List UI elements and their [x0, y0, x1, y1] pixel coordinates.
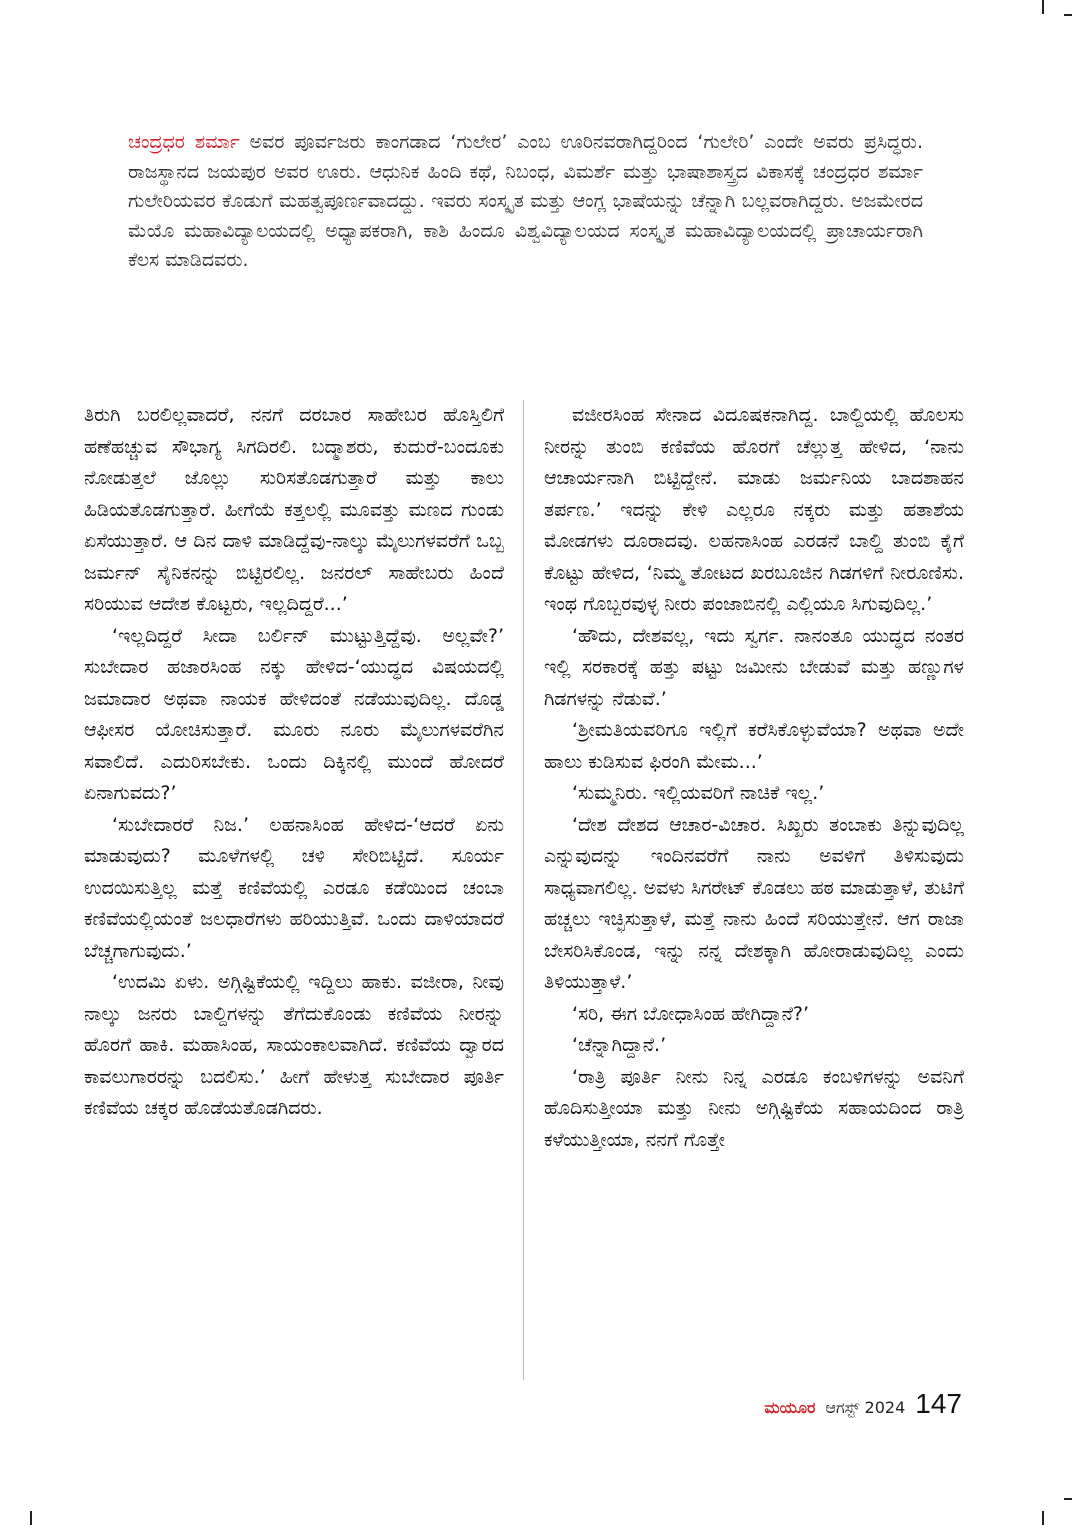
- crop-mark-bottom-right: [1042, 1511, 1044, 1525]
- column-divider: [523, 400, 524, 1380]
- intro-text: ಅವರ ಪೂರ್ವಜರು ಕಾಂಗಡಾದ ‘ಗುಲೇರ’ ಎಂಬ ಊರಿನವರಾಗಿದ್ದರಿಂದ ‘ಗುಲೇರಿ’ ಎಂದೇ ಅವರು ಪ್ರಸಿದ್ಧರು. ರಾಜಸ್ಥಾನದ ಜಯಪುರ ಅವರ ಊರು. ಆಧುನಿಕ ಹಿಂದಿ ಕಥೆ, ನಿಬಂಧ, ವಿಮರ್ಶೆ ಮತ್ತು ಭಾಷಾಶಾಸ್ತ್ರದ ವಿಕಾಸಕ್ಕೆ ಚಂದ್ರಧರ ಶರ್ಮಾ ಗುಲೇರಿಯವರ ಕೊಡುಗೆ ಮಹತ್ವಪೂರ್ಣವಾದದ್ದು. ಇವರು ಸಂಸ್ಕೃತ ಮತ್ತು ಆಂಗ್ಲ ಭಾಷೆಯನ್ನು ಚೆನ್ನಾಗಿ ಬಲ್ಲವರಾಗಿದ್ದರು. ಅಜಮೇರದ ಮೆಯೊ ಮಹಾವಿದ್ಯಾಲಯದಲ್ಲಿ ಅಧ್ಯಾಪಕರಾಗಿ, ಕಾಶಿ ಹಿಂದೂ ವಿಶ್ವವಿದ್ಯಾಲಯದ ಸಂಸ್ಕೃತ ಮಹಾವಿದ್ಯಾಲಯದಲ್ಲಿ ಪ್ರಾಚಾರ್ಯರಾಗಿ ಕೆಲಸ ಮಾಡಿದವರು.: [128, 131, 923, 271]
- left-column: [84, 400, 504, 1125]
- crop-mark-right-lower: [1064, 1498, 1072, 1500]
- left-paragraph-1: ತಿರುಗಿ ಬರಲಿಲ್ಲವಾದರೆ, ನನಗೆ ದರಬಾರ ಸಾಹೇಬರ ಹೊಸ್ತಿಲಿಗೆ ಹಣೆಹಚ್ಚುವ ಸೌಭಾಗ್ಯ ಸಿಗದಿರಲಿ. ಬದ್ಮಾಶರು, ಕುದುರೆ-ಬಂದೂಕು ನೋಡುತ್ತಲೆ ಜೊಲ್ಲು ಸುರಿಸತೊಡಗುತ್ತಾರೆ ಮತ್ತು ಕಾಲು ಹಿಡಿಯತೊಡಗುತ್ತಾರೆ. ಹೀಗೆಯೆ ಕತ್ತಲಲ್ಲಿ ಮೂವತ್ತು ಮಣದ ಗುಂಡು ಏಸೆಯುತ್ತಾರೆ. ಆ ದಿನ ದಾಳಿ ಮಾಡಿದ್ದೆವು-ನಾಲ್ಕು ಮೈಲುಗಳವರೆಗೆ ಒಬ್ಬ ಜರ್ಮನ್ ಸೈನಿಕನನ್ನು ಬಿಟ್ಟಿರಲಿಲ್ಲ. ಜನರಲ್ ಸಾಹೇಬರು ಹಿಂದೆ ಸರಿಯುವ ಆದೇಶ ಕೊಟ್ಟರು, ಇಲ್ಲದಿದ್ದರೆ...’: [84, 404, 504, 615]
- right-paragraph-6: ‘ಸರಿ, ಈಗ ಬೋಧಾಸಿಂಹ ಹೇಗಿದ್ದಾನೆ?’: [572, 1002, 810, 1025]
- right-paragraph-8: ‘ರಾತ್ರಿ ಪೂರ್ತಿ ನೀನು ನಿನ್ನ ಎರಡೂ ಕಂಬಳಿಗಳನ್ನು ಅವನಿಗೆ ಹೊದಿಸುತ್ತೀಯಾ ಮತ್ತು ನೀನು ಅಗ್ಗಿಷ್ಟಿಕೆಯ ಸಹಾಯದಿಂದ ರಾತ್ರಿ ಕಳೆಯುತ್ತೀಯಾ, ನನಗೆ ಗೊತ್ತೇ: [544, 1065, 964, 1151]
- left-paragraph-3: ‘ಸುಬೇದಾರರೆ ನಿಜ.’ ಲಹನಾಸಿಂಹ ಹೇಳಿದ-‘ಆದರೆ ಏನು ಮಾಡುವುದು? ಮೂಳೆಗಳಲ್ಲಿ ಚಳಿ ಸೇರಿಬಿಟ್ಟಿದೆ. ಸೂರ್ಯ ಉದಯಿಸುತ್ತಿಲ್ಲ ಮತ್ತೆ ಕಣಿವೆಯಲ್ಲಿ ಎರಡೂ ಕಡೆಯಿಂದ ಚಂಬಾ ಕಣಿವೆಯಲ್ಲಿಯಂತೆ ಜಲಧಾರೆಗಳು ಹರಿಯುತ್ತಿವೆ. ಒಂದು ದಾಳಿಯಾದರೆ ಬೆಚ್ಚಗಾಗುವುದು.’: [84, 813, 504, 962]
- right-paragraph-2: ‘ಹೌದು, ದೇಶವಲ್ಲ, ಇದು ಸ್ವರ್ಗ. ನಾನಂತೂ ಯುದ್ಧದ ನಂತರ ಇಲ್ಲಿ ಸರಕಾರಕ್ಕೆ ಹತ್ತು ಪಟ್ಟು ಜಮೀನು ಬೇಡುವೆ ಮತ್ತು ಹಣ್ಣುಗಳ ಗಿಡಗಳನ್ನು ನೆಡುವೆ.’: [544, 624, 964, 710]
- crop-mark-right-upper: [1064, 14, 1072, 16]
- page-footer: [764, 1388, 962, 1420]
- page-number: 147: [915, 1388, 962, 1419]
- magazine-logo: ಮಯೂರ: [764, 1398, 816, 1417]
- right-paragraph-1: ವಜೀರಸಿಂಹ ಸೇನಾದ ವಿದೂಷಕನಾಗಿದ್ದ. ಬಾಲ್ದಿಯಲ್ಲಿ ಹೊಲಸು ನೀರನ್ನು ತುಂಬಿ ಕಣಿವೆಯ ಹೊರಗೆ ಚೆಲ್ಲುತ್ತ ಹೇಳಿದ, ‘ನಾನು ಆಚಾರ್ಯನಾಗಿ ಬಿಟ್ಟಿದ್ದೇನೆ. ಮಾಡು ಜರ್ಮನಿಯ ಬಾದಶಾಹನ ತರ್ಪಣ.’ ಇದನ್ನು ಕೇಳಿ ಎಲ್ಲರೂ ನಕ್ಕರು ಮತ್ತು ಹತಾಶೆಯ ಮೋಡಗಳು ದೂರಾದವು. ಲಹನಾಸಿಂಹ ಎರಡನೆ ಬಾಲ್ದಿ ತುಂಬಿ ಕೈಗೆ ಕೊಟ್ಟು ಹೇಳಿದ, ‘ನಿಮ್ಮ ತೋಟದ ಖರಬೂಜಿನ ಗಿಡಗಳಿಗೆ ನೀರೂಣಿಸು. ಇಂಥ ಗೊಬ್ಬರವುಳ್ಳ ನೀರು ಪಂಜಾಬಿನಲ್ಲಿ ಎಲ್ಲಿಯೂ ಸಿಗುವುದಿಲ್ಲ.’: [544, 404, 964, 615]
- intro-paragraph: [128, 128, 923, 276]
- right-paragraph-5: ‘ದೇಶ ದೇಶದ ಆಚಾರ-ವಿಚಾರ. ಸಿಖ್ಖರು ತಂಬಾಕು ತಿನ್ನುವುದಿಲ್ಲ ಎನ್ನುವುದನ್ನು ಇಂದಿನವರೆಗೆ ನಾನು ಅವಳಿಗೆ ತಿಳಿಸುವುದು ಸಾಧ್ಯವಾಗಲಿಲ್ಲ. ಅವಳು ಸಿಗರೇಟ್ ಕೊಡಲು ಹಠ ಮಾಡುತ್ತಾಳೆ, ತುಟಿಗೆ ಹಚ್ಚಲು ಇಚ್ಛಿಸುತ್ತಾಳೆ, ಮತ್ತೆ ನಾನು ಹಿಂದೆ ಸರಿಯುತ್ತೇನೆ. ಆಗ ರಾಜಾ ಬೇಸರಿಸಿಕೊಂಡ, ಇನ್ನು ನನ್ನ ದೇಶಕ್ಕಾಗಿ ಹೋರಾಡುವುದಿಲ್ಲ ಎಂದು ತಿಳಿಯುತ್ತಾಳೆ.’: [544, 813, 964, 993]
- left-paragraph-4: ‘ಉದಮಿ ಏಳು. ಅಗ್ಗಿಷ್ಟಿಕೆಯಲ್ಲಿ ಇದ್ದಿಲು ಹಾಕು. ವಜೀರಾ, ನೀವು ನಾಲ್ಕು ಜನರು ಬಾಲ್ದಿಗಳನ್ನು ತೆಗೆದುಕೊಂಡು ಕಣಿವೆಯ ನೀರನ್ನು ಹೊರಗೆ ಹಾಕಿ. ಮಹಾಸಿಂಹ, ಸಾಯಂಕಾಲವಾಗಿದೆ. ಕಣಿವೆಯ ದ್ವಾರದ ಕಾವಲುಗಾರರನ್ನು ಬದಲಿಸು.’ ಹೀಗೆ ಹೇಳುತ್ತ ಸುಬೇದಾರ ಪೂರ್ತಿ ಕಣಿವೆಯ ಚಕ್ಕರ ಹೊಡೆಯತೊಡಗಿದರು.: [84, 971, 504, 1119]
- issue-date: ಆಗಸ್ಟ್ 2024: [825, 1398, 906, 1417]
- right-paragraph-4: ‘ಸುಮ್ಮನಿರು. ಇಲ್ಲಿಯವರಿಗೆ ನಾಚಿಕೆ ಇಲ್ಲ.’: [572, 782, 825, 804]
- left-paragraph-2: ‘ಇಲ್ಲದಿದ್ದರೆ ಸೀದಾ ಬರ್ಲಿನ್ ಮುಟ್ಟುತ್ತಿದ್ದೆವು. ಅಲ್ಲವೇ?’ ಸುಬೇದಾರ ಹಜಾರಸಿಂಹ ನಕ್ಕು ಹೇಳಿದ-‘ಯುದ್ಧದ ವಿಷಯದಲ್ಲಿ ಜಮಾದಾರ ಅಥವಾ ನಾಯಕ ಹೇಳಿದಂತೆ ನಡೆಯುವುದಿಲ್ಲ. ದೊಡ್ಡ ಆಫೀಸರ ಯೋಚಿಸುತ್ತಾರೆ. ಮೂರು ನೂರು ಮೈಲುಗಳವರೆಗಿನ ಸವಾಲಿದೆ. ಎದುರಿಸಬೇಕು. ಒಂದು ದಿಕ್ಕಿನಲ್ಲಿ ಮುಂದೆ ಹೋದರೆ ಏನಾಗುವದು?’: [84, 624, 504, 804]
- right-column: [544, 400, 964, 1156]
- crop-mark-bottom-left: [30, 1511, 32, 1525]
- intro-author-name: ಚಂದ್ರಧರ ಶರ್ಮಾ: [128, 131, 240, 153]
- crop-mark-top-right: [1042, 0, 1044, 14]
- right-paragraph-3: ‘ಶ್ರೀಮತಿಯವರಿಗೂ ಇಲ್ಲಿಗೆ ಕರೆಸಿಕೊಳ್ಳುವೆಯಾ? ಅಥವಾ ಅದೇ ಹಾಲು ಕುಡಿಸುವ ಫಿರಂಗಿ ಮೇಮ...’: [544, 719, 964, 773]
- right-paragraph-7: ‘ಚೆನ್ನಾಗಿದ್ದಾನೆ.’: [572, 1034, 667, 1056]
